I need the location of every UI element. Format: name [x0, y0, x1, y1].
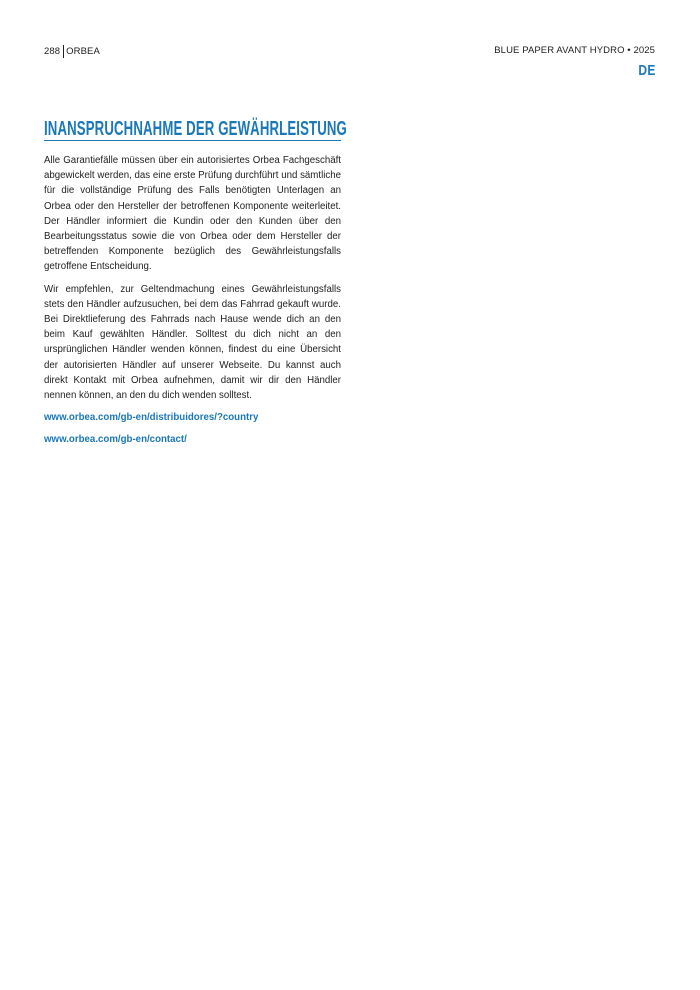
publication-title: BLUE PAPER AVANT HYDRO • 2025 [494, 45, 655, 56]
section-title: INANSPRUCHNAHME DER GEWÄHRLEISTUNG [44, 118, 347, 140]
warranty-claim-section [44, 118, 347, 454]
header-divider [63, 45, 64, 58]
paragraph: Wir empfehlen, zur Geltendmachung eines Gewährleistungsfalls stets den Händler aufzusuchen, bei dem das Fahrrad gekauft wurde. Bei Direktlieferung des Fahrrads nach Hause wende dich an den beim Kauf gewählten Händler. Solltest du dich nicht an den ursprünglichen Händler wenden können, findest du eine Übersicht der autorisierten Händler auf unserer Webseite. Du kannst auch direkt Kontakt mit Orbea aufnehmen, damit wir dir den Händler nennen können, an den du dich wenden solltest. [44, 283, 341, 402]
dealer-locator-link[interactable]: www.orbea.com/gb-en/distribuidores/?country [44, 412, 259, 424]
brand-name: ORBEA [66, 46, 100, 57]
language-code: DE [638, 62, 656, 79]
page-number: 288 [44, 46, 61, 57]
title-underline [44, 140, 341, 141]
page-header-left [44, 45, 100, 58]
paragraph: Alle Garantiefälle müssen über ein autorisiertes Orbea Fachgeschäft abgewickelt werden, das eine erste Prüfung durchführt und sämtliche für die vollständige Prüfung des Falls benötigten Unterlagen an Orbea oder den Hersteller der betroffenen Komponente weiterleitet. Der Händler informiert die Kundin oder den Kunden über den Bearbeitungsstatus sowie die von Orbea oder dem Hersteller der betreffenden Komponente bezüglich des Gewährleistungsfalls getroffene Entscheidung. [44, 155, 341, 273]
contact-link[interactable]: www.orbea.com/gb-en/contact/ [44, 434, 187, 446]
